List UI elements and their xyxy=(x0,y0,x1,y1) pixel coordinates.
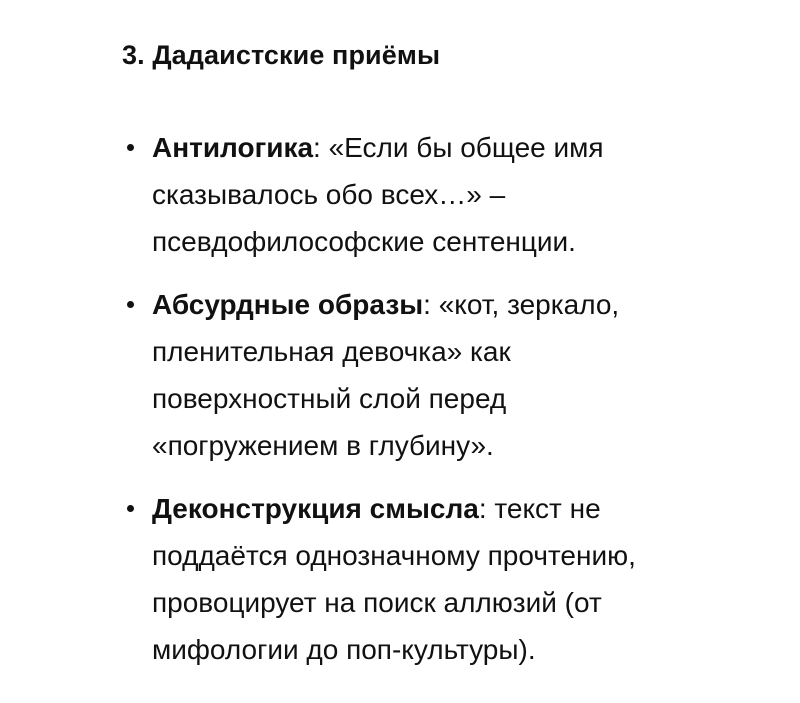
item-term: Абсурдные образы xyxy=(152,289,424,320)
list-item xyxy=(0,485,800,673)
item-line: провоцирует на поиск аллюзий (от xyxy=(152,587,602,618)
item-text: : «кот, зеркало, xyxy=(423,289,620,320)
item-line: пленительная девочка» как xyxy=(152,336,511,367)
bullet-icon xyxy=(127,144,134,151)
list-item xyxy=(0,124,800,265)
item-term: Антилогика xyxy=(152,132,314,163)
item-line: поддаётся однозначному прочтению, xyxy=(152,540,636,571)
bullet-icon xyxy=(127,301,134,308)
item-first-line xyxy=(152,485,750,532)
item-line: псевдофилософские сентенции. xyxy=(152,226,576,257)
item-first-line xyxy=(152,281,750,328)
item-line: «погружением в глубину». xyxy=(152,430,494,461)
item-first-line xyxy=(152,124,750,171)
item-text: : «Если бы общее имя xyxy=(313,132,604,163)
item-line: мифологии до поп-культуры). xyxy=(152,634,536,665)
bullet-icon xyxy=(127,505,134,512)
item-line: поверхностный слой перед xyxy=(152,383,507,414)
item-line: сказывалось обо всех…» – xyxy=(152,179,506,210)
item-text: : текст не xyxy=(478,493,601,524)
list-item xyxy=(0,281,800,469)
item-term: Деконструкция смысла xyxy=(152,493,479,524)
section-heading: 3. Дадаистские приёмы xyxy=(122,40,441,70)
bullet-list xyxy=(0,124,800,689)
